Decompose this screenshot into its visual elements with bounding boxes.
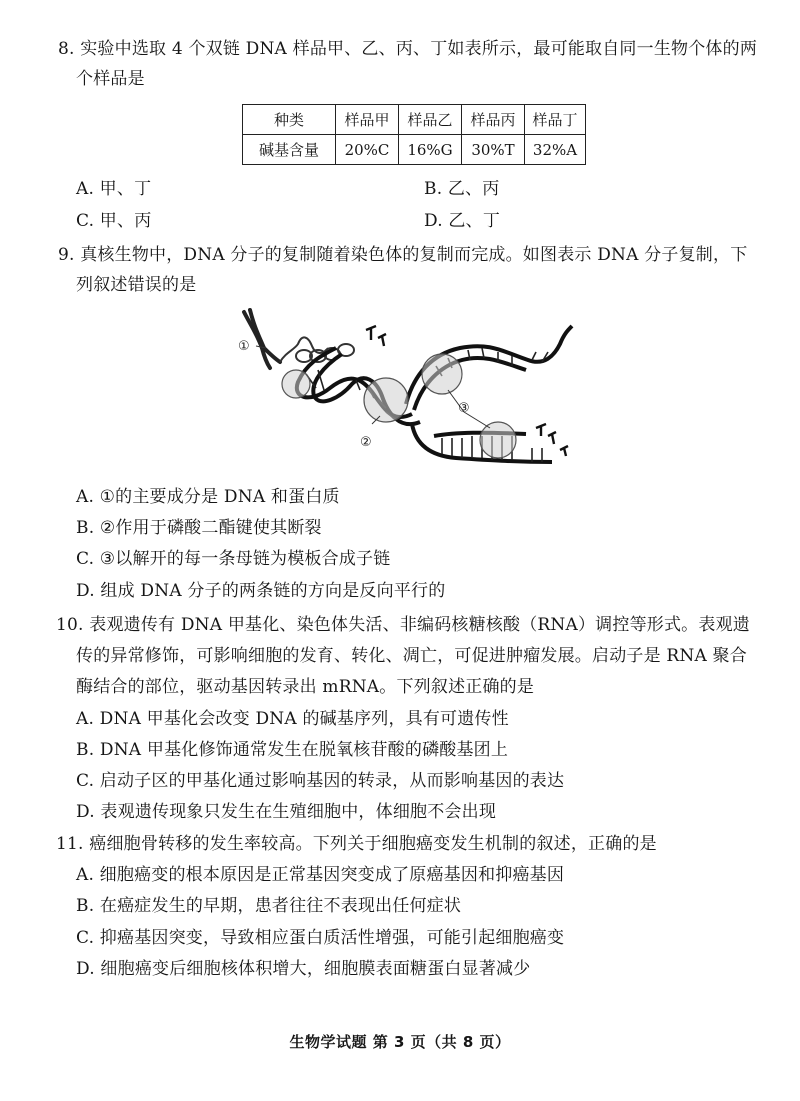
dna-replication-figure bbox=[236, 304, 576, 476]
q10-option-c: C. 启动子区的甲基化通过影响基因的转录，从而影响基因的表达 bbox=[76, 771, 565, 791]
table-row bbox=[243, 135, 586, 165]
q9-option-a: A. ①的主要成分是 DNA 和蛋白质 bbox=[76, 487, 340, 507]
table-cell: 碱基含量 bbox=[243, 135, 336, 165]
q10-option-b: B. DNA 甲基化修饰通常发生在脱氧核苷酸的磷酸基团上 bbox=[76, 740, 509, 760]
q10-option-d: D. 表观遗传现象只发生在生殖细胞中，体细胞不会出现 bbox=[76, 802, 497, 822]
q8-sample-table bbox=[242, 104, 586, 165]
q9-option-b: B. ②作用于磷酸二酯键使其断裂 bbox=[76, 518, 322, 538]
q10-stem-line-3: 酶结合的部位，驱动基因转录出 mRNA。下列叙述正确的是 bbox=[76, 677, 535, 697]
table-cell: 32%A bbox=[525, 135, 586, 165]
q11-option-b: B. 在癌症发生的早期，患者往往不表现出任何症状 bbox=[76, 896, 462, 916]
q8-option-a: A. 甲、丁 bbox=[76, 179, 152, 199]
q8-option-b: B. 乙、丙 bbox=[424, 179, 500, 199]
helicase-sphere bbox=[364, 378, 408, 422]
q9-option-d: D. 组成 DNA 分子的两条链的方向是反向平行的 bbox=[76, 581, 446, 601]
table-cell: 16%G bbox=[399, 135, 462, 165]
table-header-row bbox=[243, 105, 586, 135]
figure-label-3: ③ bbox=[458, 401, 470, 416]
figure-label-2: ② bbox=[360, 435, 372, 450]
histone-sphere bbox=[282, 370, 310, 398]
q11-option-a: A. 细胞癌变的根本原因是正常基因突变成了原癌基因和抑癌基因 bbox=[76, 865, 565, 885]
q10-stem-line-2: 传的异常修饰，可影响细胞的发育、转化、凋亡，可促进肿瘤发展。启动子是 RNA 聚合 bbox=[76, 646, 747, 666]
q8-stem-line-1: 8. 实验中选取 4 个双链 DNA 样品甲、乙、丙、丁如表所示，最可能取自同一生物个体的两 bbox=[58, 39, 758, 59]
page-footer: 生物学试题 第 3 页（共 8 页） bbox=[289, 1033, 511, 1051]
q10-stem-line-1: 10. 表观遗传有 DNA 甲基化、染色体失活、非编码核糖核酸（RNA）调控等形式。表观遗 bbox=[56, 615, 750, 635]
table-cell: 20%C bbox=[336, 135, 399, 165]
q11-option-c: C. 抑癌基因突变，导致相应蛋白质活性增强，可能引起细胞癌变 bbox=[76, 928, 565, 948]
polymerase-sphere-lower bbox=[480, 422, 516, 458]
table-cell: 样品甲 bbox=[336, 105, 399, 135]
q9-option-c: C. ③以解开的每一条母链为模板合成子链 bbox=[76, 549, 391, 569]
figure-label-1: ① bbox=[238, 339, 250, 354]
q9-stem-line-2: 列叙述错误的是 bbox=[76, 275, 197, 295]
enzyme-spheres bbox=[282, 354, 516, 458]
table-cell: 种类 bbox=[243, 105, 336, 135]
q11-option-d: D. 细胞癌变后细胞核体积增大，细胞膜表面糖蛋白显著减少 bbox=[76, 959, 531, 979]
table-cell: 样品乙 bbox=[399, 105, 462, 135]
polymerase-sphere-upper bbox=[422, 354, 462, 394]
q9-stem-line-1: 9. 真核生物中，DNA 分子的复制随着染色体的复制而完成。如图表示 DNA 分子复制，下 bbox=[58, 245, 748, 265]
table-cell: 样品丙 bbox=[462, 105, 525, 135]
q8-option-d: D. 乙、丁 bbox=[424, 211, 501, 231]
q11-stem-line-1: 11. 癌细胞骨转移的发生率较高。下列关于细胞癌变发生机制的叙述，正确的是 bbox=[56, 834, 657, 854]
q8-option-c: C. 甲、丙 bbox=[76, 211, 152, 231]
table-cell: 30%T bbox=[462, 135, 525, 165]
table-cell: 样品丁 bbox=[525, 105, 586, 135]
q8-stem-line-2: 个样品是 bbox=[76, 69, 145, 89]
q10-option-a: A. DNA 甲基化会改变 DNA 的碱基序列，具有可遗传性 bbox=[76, 709, 509, 729]
